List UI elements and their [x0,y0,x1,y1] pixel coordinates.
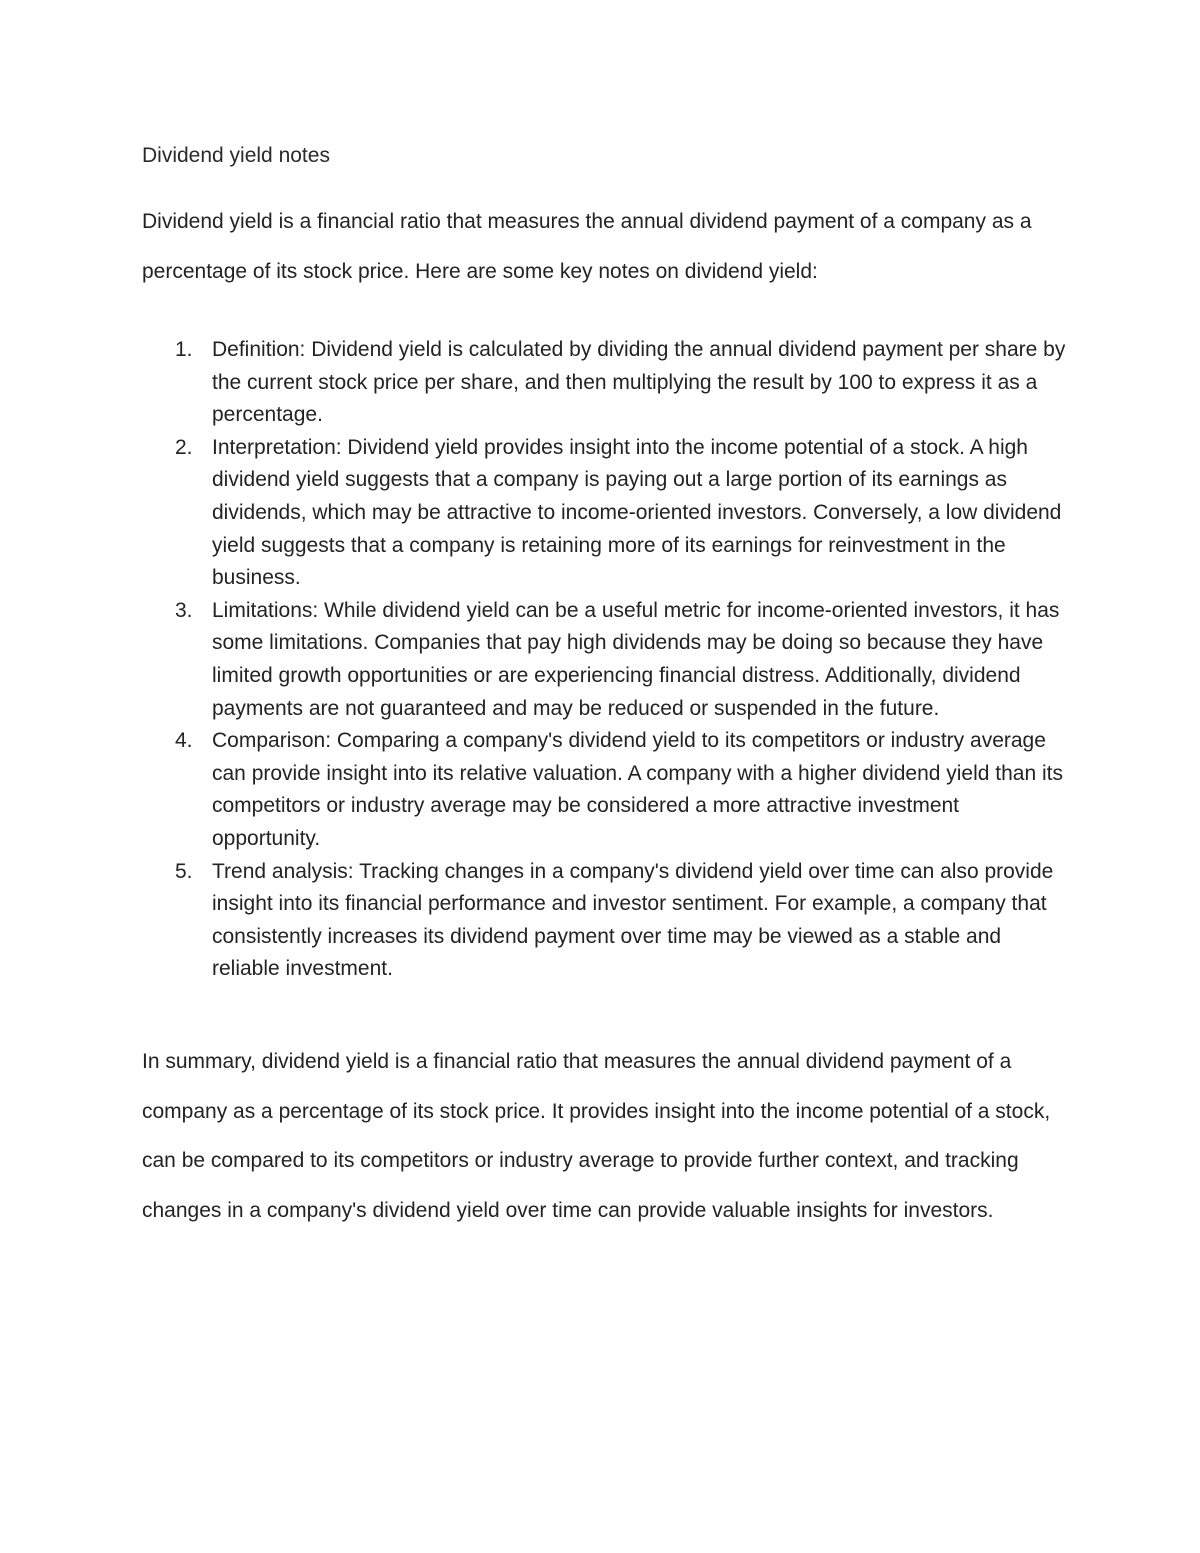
list-item [142,856,1072,986]
intro-paragraph: Dividend yield is a financial ratio that measures the annual dividend payment of a company as a percentage of its stock price. Here are some key notes on dividend yield: [142,210,1032,283]
list-item-number: 3. [175,598,193,622]
document-title: Dividend yield notes [142,144,330,167]
list-item [142,595,1072,725]
list-item [142,334,1072,432]
key-notes-list [142,334,1072,986]
list-item-text: Trend analysis: Tracking changes in a company's dividend yield over time can also provide insight into its financial performance and investor sentiment. For example, a company that consistently increases its dividend payment over time may be viewed as a stable and reliable investment. [212,859,1054,981]
list-item-text: Comparison: Comparing a company's dividend yield to its competitors or industry average can provide insight into its relative valuation. A company with a higher dividend yield than its competitors or industry average may be considered a more attractive investment opportunity. [212,729,1063,850]
list-item-text: Limitations: While dividend yield can be a useful metric for income-oriented investors, it has some limitations. Companies that pay high dividends may be doing so because they have limited growth opportunities or are experiencing financial distress. Additionally, dividend payments are not guaranteed and may be reduced or suspended in the future. [212,598,1060,720]
list-item-text: Definition: Dividend yield is calculated by dividing the annual dividend payment per share by the current stock price per share, and then multiplying the result by 100 to express it as a percentage. [212,338,1066,427]
list-item-number: 2. [175,435,193,459]
list-item [142,725,1072,855]
list-item-text: Interpretation: Dividend yield provides insight into the income potential of a stock. A high dividend yield suggests that a company is paying out a large portion of its earnings as dividends, which may be attractive to income-oriented investors. Conversely, a low dividend yield suggests that a company is retaining more of its earnings for reinvestment in the business. [212,435,1062,590]
list-item [142,432,1072,595]
list-item-number: 5. [175,859,193,883]
list-item-number: 1. [175,338,193,361]
list-item-number: 4. [175,729,193,753]
summary-paragraph: In summary, dividend yield is a financial ratio that measures the annual dividend payment of a company as a percentage of its stock price. It provides insight into the income potential of a stock, can be compared to its competitors or industry average to provide further context, and tracking changes in a company's dividend yield over time can provide valuable insights for investors. [142,1050,1051,1222]
